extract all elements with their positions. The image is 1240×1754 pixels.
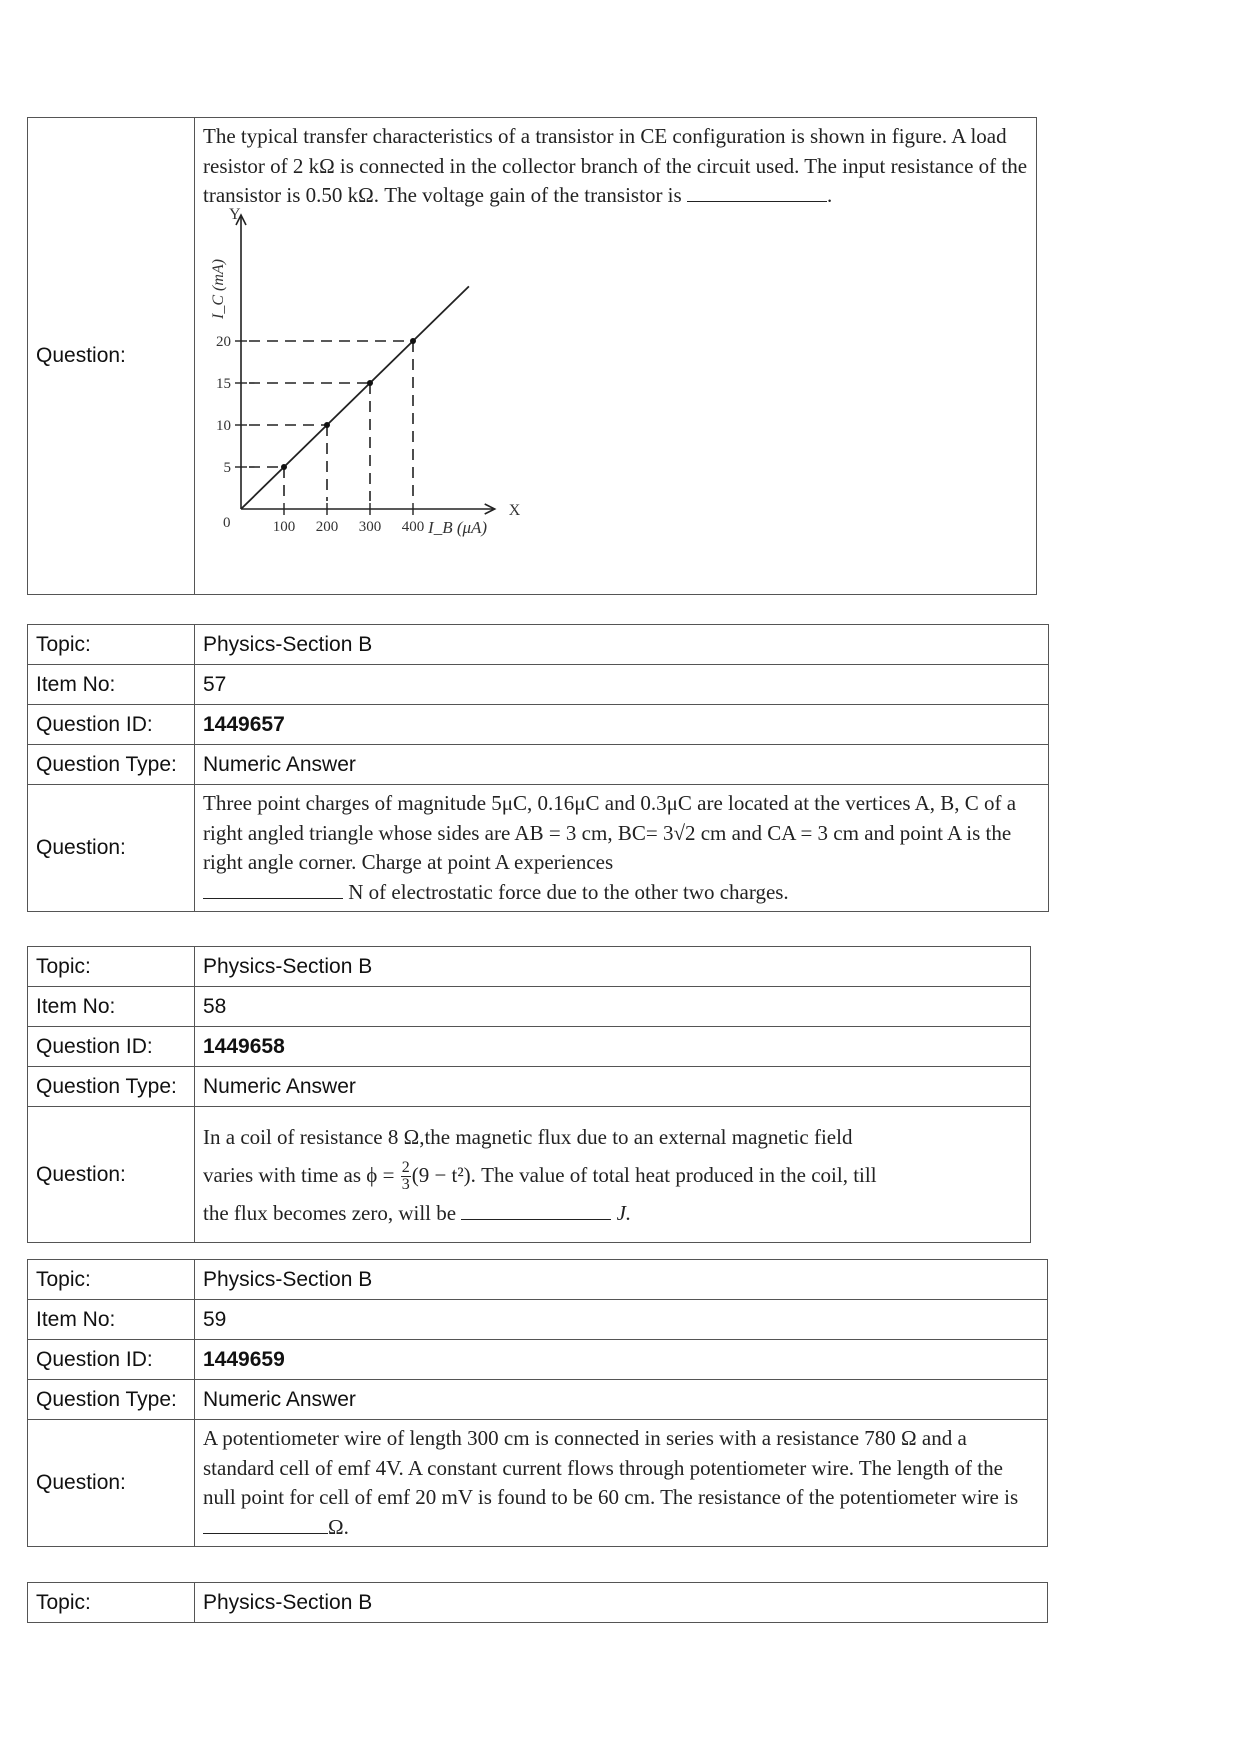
- origin-label: 0: [223, 514, 231, 531]
- item-no-label: Item No:: [28, 665, 195, 705]
- x-axis-letter: X: [508, 501, 521, 519]
- answer-blank: [461, 1218, 611, 1220]
- question-type-value: Numeric Answer: [195, 1380, 1048, 1420]
- question-block-59: [27, 1259, 1048, 1547]
- topic-value: Physics-Section B: [195, 1260, 1048, 1300]
- transfer-characteristic-chart: [197, 207, 537, 557]
- item-no-label: Item No:: [28, 1300, 195, 1340]
- flux-expression: (9 − t²): [411, 1162, 471, 1187]
- question-label: Question:: [28, 1420, 195, 1547]
- question-id-label: Question ID:: [28, 705, 195, 745]
- answer-blank: [203, 1532, 328, 1534]
- topic-value: Physics-Section B: [195, 947, 1031, 987]
- question-type-value: Numeric Answer: [195, 1067, 1031, 1107]
- question-text: Three point charges of magnitude 5μC, 0.16μC and 0.3μC are located at the vertices A, B, C of a right angled triangle whose sides are AB = 3 cm, BC= 3√2 cm and CA = 3 cm and point A is the right angle corner. Charge at point A experiences N of electrostatic force due to the other two charges.: [195, 785, 1049, 912]
- question-id-value: 1449657: [203, 712, 285, 736]
- topic-value: Physics-Section B: [195, 1583, 1048, 1623]
- characteristic-line: [241, 286, 469, 509]
- item-no-value: 57: [195, 665, 1049, 705]
- y-axis-letter: Y: [229, 206, 241, 223]
- answer-blank: [687, 200, 827, 202]
- y-tick-label: 15: [216, 375, 231, 392]
- question-block-58: [27, 946, 1031, 1243]
- topic-label: Topic:: [28, 625, 195, 665]
- x-tick-label: 400: [401, 518, 425, 535]
- topic-value: Physics-Section B: [195, 625, 1049, 665]
- question-block-57: [27, 624, 1049, 912]
- answer-blank: [203, 897, 343, 899]
- x-axis-label: I_B (μA): [428, 517, 488, 537]
- data-point: [367, 380, 373, 386]
- question-block-60: [27, 1582, 1048, 1623]
- y-tick-label: 5: [223, 459, 231, 476]
- fraction: $\frac{2}{3}$: [401, 1159, 410, 1194]
- y-axis-label: I_C (mA): [210, 258, 227, 319]
- question-type-label: Question Type:: [28, 745, 195, 785]
- question-block-56: [27, 117, 1037, 595]
- item-no-value: 59: [195, 1300, 1048, 1340]
- question-label: Question:: [28, 785, 195, 912]
- y-tick-label: 10: [216, 417, 231, 434]
- item-no-label: Item No:: [28, 987, 195, 1027]
- data-point: [281, 464, 287, 470]
- x-tick-label: 200: [315, 518, 339, 535]
- question-id-value: 1449658: [203, 1034, 285, 1058]
- item-no-value: 58: [195, 987, 1031, 1027]
- data-point: [324, 422, 330, 428]
- topic-label: Topic:: [28, 1260, 195, 1300]
- question-type-label: Question Type:: [28, 1380, 195, 1420]
- question-label: Question:: [28, 118, 195, 595]
- question-id-label: Question ID:: [28, 1027, 195, 1067]
- topic-label: Topic:: [28, 1583, 195, 1623]
- question-content: [195, 118, 1037, 595]
- question-type-label: Question Type:: [28, 1067, 195, 1107]
- x-tick-label: 300: [358, 518, 382, 535]
- question-text: A potentiometer wire of length 300 cm is connected in series with a resistance 780 Ω and a standard cell of emf 4V. A constant current flows through potentiometer wire. The length of the null point for cell of emf 20 mV is found to be 60 cm. The resistance of the potentiometer wire is Ω.: [195, 1420, 1048, 1547]
- topic-label: Topic:: [28, 947, 195, 987]
- x-tick-label: 100: [272, 518, 296, 535]
- question-label: Question:: [28, 1107, 195, 1243]
- data-point: [410, 338, 416, 344]
- question-text: The typical transfer characteristics of a transistor in CE configuration is shown in figure. A load resistor of 2 kΩ is connected in the collector branch of the circuit used. The input resistance of the transistor is 0.50 kΩ. The voltage gain of the transistor is .: [203, 124, 1028, 207]
- question-text: In a coil of resistance 8 Ω,the magnetic flux due to an external magnetic field varies with time as ϕ = $\frac{2}{3}$ (9 − t²). The value of total heat produced in the coil, till the flux becomes zero, will be J.: [195, 1107, 1031, 1243]
- question-id-value: 1449659: [203, 1347, 285, 1371]
- question-type-value: Numeric Answer: [195, 745, 1049, 785]
- question-id-label: Question ID:: [28, 1340, 195, 1380]
- y-tick-label: 20: [216, 333, 231, 350]
